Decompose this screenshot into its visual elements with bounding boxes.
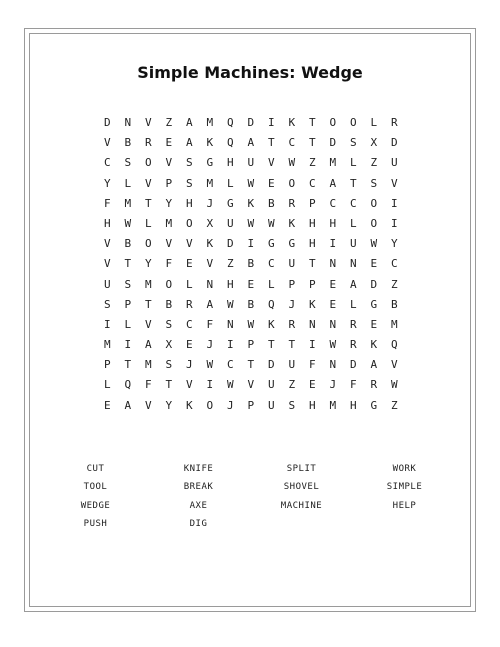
grid-letter: Y <box>165 398 173 412</box>
grid-letter: V <box>103 237 111 251</box>
grid-letter: V <box>144 317 152 331</box>
grid-letter: L <box>370 116 378 129</box>
grid-letter: V <box>206 257 214 271</box>
grid-letter: S <box>185 156 193 170</box>
grid-letter: C <box>103 156 111 170</box>
grid-letter: W <box>267 216 275 230</box>
grid-letter: F <box>349 378 357 392</box>
grid-letter: V <box>144 176 152 190</box>
grid-letter: P <box>124 297 132 311</box>
grid-letter: H <box>308 216 316 230</box>
grid-letter: C <box>185 317 193 331</box>
word-list-item: SHOVEL <box>283 482 320 493</box>
grid-letter: U <box>267 398 275 412</box>
grid-letter: O <box>144 237 152 251</box>
grid-letter: L <box>144 216 152 230</box>
grid-letter: N <box>124 116 132 129</box>
grid-letter: V <box>144 116 152 129</box>
word-list-item: PUSH <box>83 518 108 529</box>
grid-letter: S <box>165 317 173 331</box>
grid-letter: A <box>370 358 378 372</box>
grid-letter: U <box>288 358 296 372</box>
grid-letter: J <box>206 196 214 210</box>
grid-letter: Y <box>103 176 111 190</box>
word-list-item: KNIFE <box>183 464 214 474</box>
grid-letter: R <box>349 338 357 352</box>
grid-letter: H <box>185 196 193 210</box>
grid-letter: S <box>185 176 193 190</box>
grid-letter: K <box>185 398 193 412</box>
grid-letter: V <box>103 257 111 271</box>
grid-letter: U <box>226 216 234 230</box>
grid-letter: H <box>329 216 337 230</box>
grid-letter: L <box>103 378 111 392</box>
grid-letter: P <box>308 196 316 210</box>
grid-letter: P <box>165 176 173 190</box>
grid-letter: I <box>267 116 275 129</box>
grid-letter: Q <box>267 297 275 311</box>
grid-letter: E <box>185 338 193 352</box>
grid-letter: T <box>124 257 132 271</box>
grid-letter: M <box>206 176 214 190</box>
grid-letter: W <box>206 358 214 372</box>
grid-letter: G <box>370 398 378 412</box>
grid-letter: M <box>165 216 173 230</box>
grid-letter: D <box>247 116 255 129</box>
grid-letter: J <box>329 378 337 392</box>
grid-letter: F <box>206 317 214 331</box>
grid-letter: V <box>103 136 111 150</box>
grid-letter: H <box>349 398 357 412</box>
grid-letter: L <box>124 317 132 331</box>
grid-letter: M <box>124 196 132 210</box>
grid-letter: F <box>103 196 111 210</box>
grid-letter: Y <box>390 237 398 251</box>
grid-letter: A <box>185 116 193 129</box>
grid-letter: U <box>103 277 111 291</box>
grid-letter: J <box>288 297 296 311</box>
grid-letter: G <box>288 237 296 251</box>
grid-letter: C <box>267 257 275 271</box>
grid-letter: I <box>390 196 398 210</box>
grid-letter: N <box>206 277 214 291</box>
grid-letter: B <box>390 297 398 311</box>
grid-letter: Z <box>390 398 398 412</box>
grid-letter: A <box>247 136 255 150</box>
grid-letter: H <box>308 398 316 412</box>
word-list-item: WORK <box>392 464 417 474</box>
grid-letter: V <box>390 176 398 190</box>
grid-letter: F <box>144 378 152 392</box>
grid-letter: P <box>247 338 255 352</box>
grid-letter: C <box>329 196 337 210</box>
grid-letter: T <box>247 358 255 372</box>
grid-letter: N <box>329 358 337 372</box>
grid-letter: A <box>329 176 337 190</box>
grid-letter: A <box>124 398 132 412</box>
grid-letter: L <box>185 277 193 291</box>
grid-letter: T <box>308 257 316 271</box>
grid-letter: D <box>226 237 234 251</box>
grid-letter: C <box>390 257 398 271</box>
grid-letter: D <box>329 136 337 150</box>
grid-letter: O <box>185 216 193 230</box>
word-list-item: CUT <box>86 464 105 474</box>
grid-letter: J <box>226 398 234 412</box>
grid-letter: G <box>370 297 378 311</box>
grid-letter: R <box>288 196 296 210</box>
grid-letter: U <box>267 378 275 392</box>
grid-letter: S <box>103 297 111 311</box>
grid-letter: O <box>349 116 357 129</box>
word-list-item: BREAK <box>183 482 214 493</box>
grid-letter: E <box>329 297 337 311</box>
grid-letter: C <box>349 196 357 210</box>
grid-letter: J <box>185 358 193 372</box>
grid-letter: T <box>349 176 357 190</box>
word-list-item: WEDGE <box>80 500 111 511</box>
grid-letter: M <box>329 156 337 170</box>
grid-letter: W <box>247 216 255 230</box>
grid-letter: T <box>288 338 296 352</box>
grid-letter: L <box>349 297 357 311</box>
word-list-item: HELP <box>392 500 417 511</box>
grid-letter: O <box>370 196 378 210</box>
grid-letter: Q <box>390 338 398 352</box>
grid-letter: L <box>349 156 357 170</box>
grid-letter: O <box>329 116 337 129</box>
grid-letter: A <box>185 136 193 150</box>
grid-letter: L <box>226 176 234 190</box>
grid-letter: K <box>247 196 255 210</box>
grid-letter: H <box>226 277 234 291</box>
grid-letter: I <box>247 237 255 251</box>
grid-letter: D <box>267 358 275 372</box>
grid-letter: R <box>288 317 296 331</box>
grid-letter: Q <box>226 136 234 150</box>
grid-letter: A <box>144 338 152 352</box>
grid-letter: R <box>370 378 378 392</box>
grid-letter: I <box>390 216 398 230</box>
grid-letter: F <box>308 358 316 372</box>
grid-letter: T <box>267 338 275 352</box>
grid-letter: C <box>308 176 316 190</box>
word-list-item: DIG <box>189 518 208 529</box>
grid-letter: E <box>370 317 378 331</box>
grid-letter: Z <box>390 277 398 291</box>
grid-letter: L <box>349 216 357 230</box>
grid-letter: Z <box>370 156 378 170</box>
grid-letter: L <box>267 277 275 291</box>
grid-letter: C <box>288 136 296 150</box>
grid-letter: B <box>247 257 255 271</box>
word-list <box>44 460 456 533</box>
grid-letter: U <box>390 156 398 170</box>
grid-letter: V <box>165 156 173 170</box>
grid-letter: H <box>308 237 316 251</box>
grid-letter: V <box>267 156 275 170</box>
grid-letter: A <box>349 277 357 291</box>
grid-letter: H <box>103 216 111 230</box>
grid-letter: Z <box>226 257 234 271</box>
grid-letter: C <box>226 358 234 372</box>
grid-letter: N <box>329 317 337 331</box>
grid-letter: O <box>288 176 296 190</box>
grid-letter: M <box>206 116 214 129</box>
grid-letter: T <box>267 136 275 150</box>
grid-letter: I <box>329 237 337 251</box>
grid-letter: P <box>288 277 296 291</box>
grid-letter: M <box>390 317 398 331</box>
grid-letter: S <box>165 358 173 372</box>
grid-letter: U <box>349 237 357 251</box>
grid-letter: M <box>329 398 337 412</box>
grid-letter: B <box>124 237 132 251</box>
grid-letter: E <box>165 136 173 150</box>
grid-letter: R <box>144 136 152 150</box>
grid-letter: I <box>124 338 132 352</box>
grid-letter: T <box>308 136 316 150</box>
grid-letter: W <box>288 156 296 170</box>
grid-letter: Z <box>165 116 173 129</box>
grid-letter: K <box>308 297 316 311</box>
grid-letter: P <box>103 358 111 372</box>
grid-letter: E <box>185 257 193 271</box>
grid-letter: D <box>390 136 398 150</box>
grid-letter: B <box>267 196 275 210</box>
grid-letter: E <box>308 378 316 392</box>
grid-letter: Z <box>308 156 316 170</box>
grid-letter: I <box>226 338 234 352</box>
grid-letter: V <box>165 237 173 251</box>
grid-letter: W <box>226 378 234 392</box>
grid-letter: T <box>308 116 316 129</box>
grid-letter: M <box>103 338 111 352</box>
grid-letter: P <box>308 277 316 291</box>
grid-letter: I <box>103 317 111 331</box>
grid-letter: D <box>103 116 111 129</box>
grid-letter: S <box>124 156 132 170</box>
grid-letter: E <box>103 398 111 412</box>
grid-letter: R <box>349 317 357 331</box>
grid-letter: W <box>124 216 132 230</box>
grid-letter: V <box>390 358 398 372</box>
grid-letter: S <box>349 136 357 150</box>
grid-letter: M <box>144 358 152 372</box>
grid-letter: N <box>349 257 357 271</box>
grid-letter: D <box>349 358 357 372</box>
grid-letter: K <box>206 136 214 150</box>
grid-letter: K <box>288 116 296 129</box>
grid-letter: R <box>185 297 193 311</box>
grid-letter: E <box>267 176 275 190</box>
grid-letter: B <box>165 297 173 311</box>
grid-letter: P <box>247 398 255 412</box>
grid-letter: Y <box>144 257 152 271</box>
grid-letter: M <box>144 277 152 291</box>
grid-letter: R <box>390 116 398 129</box>
grid-letter: W <box>329 338 337 352</box>
grid-letter: Y <box>165 196 173 210</box>
grid-letter: T <box>144 196 152 210</box>
grid-letter: N <box>329 257 337 271</box>
grid-letter: S <box>124 277 132 291</box>
grid-letter: O <box>144 156 152 170</box>
puzzle-title: Simple Machines: Wedge <box>137 63 363 82</box>
grid-letter: W <box>390 378 398 392</box>
grid-letter: U <box>288 257 296 271</box>
grid-letter: K <box>370 338 378 352</box>
grid-letter: I <box>308 338 316 352</box>
grid-letter: S <box>288 398 296 412</box>
grid-letter: G <box>206 156 214 170</box>
word-list-item: AXE <box>189 500 208 511</box>
grid-letter: W <box>370 237 378 251</box>
grid-letter: T <box>124 358 132 372</box>
grid-letter: K <box>206 237 214 251</box>
grid-letter: B <box>247 297 255 311</box>
word-list-item: SIMPLE <box>386 482 423 493</box>
grid-letter: O <box>206 398 214 412</box>
grid-letter: B <box>124 136 132 150</box>
grid-letter: V <box>185 237 193 251</box>
grid-letter: A <box>206 297 214 311</box>
grid-letter: F <box>165 257 173 271</box>
grid-letter: O <box>370 216 378 230</box>
word-list-item: TOOL <box>83 482 108 493</box>
grid-letter: H <box>226 156 234 170</box>
grid-letter: X <box>370 136 378 150</box>
grid-letter: N <box>226 317 234 331</box>
grid-letter: E <box>247 277 255 291</box>
grid-letter: O <box>165 277 173 291</box>
word-list-item: MACHINE <box>280 500 323 511</box>
grid-letter: E <box>370 257 378 271</box>
grid-letter: W <box>247 317 255 331</box>
grid-letter: X <box>206 216 214 230</box>
grid-letter: W <box>226 297 234 311</box>
grid-letter: G <box>226 196 234 210</box>
grid-letter: V <box>144 398 152 412</box>
grid-letter: J <box>206 338 214 352</box>
grid-letter: X <box>165 338 173 352</box>
grid-letter: T <box>165 378 173 392</box>
grid-letter: T <box>144 297 152 311</box>
word-list-item: SPLIT <box>286 464 317 474</box>
grid-letter: S <box>370 176 378 190</box>
grid-letter: U <box>247 156 255 170</box>
grid-letter: Z <box>288 378 296 392</box>
grid-letter: N <box>308 317 316 331</box>
grid-letter: W <box>247 176 255 190</box>
grid-letter: Q <box>124 378 132 392</box>
grid-letter: V <box>185 378 193 392</box>
letter-grid <box>97 113 405 416</box>
grid-letter: G <box>267 237 275 251</box>
grid-letter: L <box>124 176 132 190</box>
grid-letter: I <box>206 378 214 392</box>
grid-letter: K <box>288 216 296 230</box>
grid-letter: D <box>370 277 378 291</box>
grid-letter: V <box>247 378 255 392</box>
grid-letter: K <box>267 317 275 331</box>
grid-letter: Q <box>226 116 234 129</box>
grid-letter: E <box>329 277 337 291</box>
